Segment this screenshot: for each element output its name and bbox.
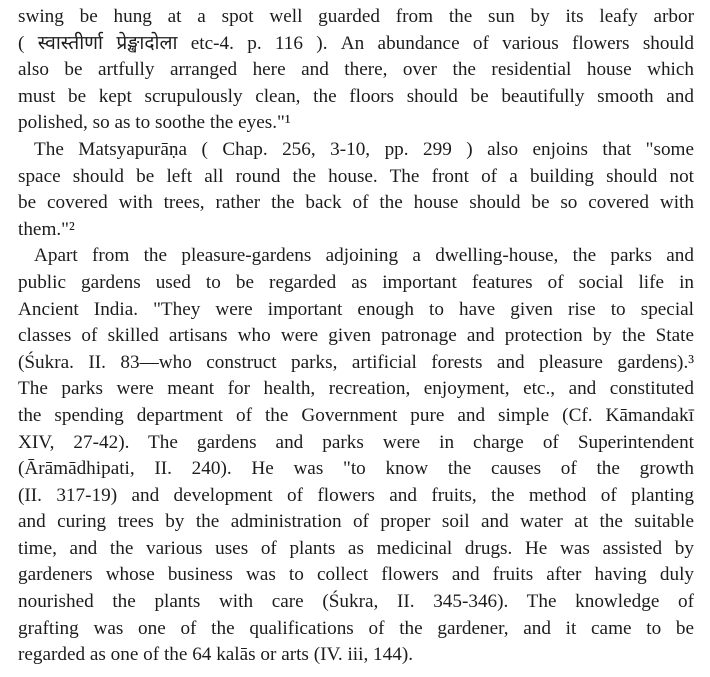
text-line: also be artfully arranged here and there, over the residential house which [18, 59, 694, 81]
text-line: (Śukra. II. 83—who construct parks, artificial forests and pleasure gardens).³ [18, 351, 694, 373]
text-line: regarded as one of the 64 kalās or arts (IV. iii, 144). [18, 644, 414, 666]
text-line: must be kept scrupulously clean, the floors should be beautifully smooth and [18, 85, 694, 107]
text-line: The Matsyapurāṇa ( Chap. 256, 3-10, pp. 299 ) also enjoins that "some [34, 138, 694, 160]
text-line: ( स्वास्तीर्णा प्रेङ्खादोला etc-4. p. 116 ). An abundance of various flowers should [18, 32, 694, 54]
text-line: grafting was one of the qualifications of the gardener, and it came to be [18, 617, 694, 639]
paragraph-1 [18, 4, 694, 137]
text-line: (Ārāmādhipati, II. 240). He was "to know the causes of the growth [18, 458, 694, 480]
document-page [18, 4, 694, 669]
text-line: them."² [18, 218, 75, 240]
text-line: XIV, 27-42). The gardens and parks were in charge of Superintendent [18, 431, 694, 453]
text-line: gardeners whose business was to collect flowers and fruits after having duly [18, 564, 694, 586]
text-line: The parks were meant for health, recreation, enjoyment, etc., and constituted [18, 378, 694, 400]
text-line: Apart from the pleasure-gardens adjoining a dwelling-house, the parks and [34, 245, 694, 267]
text-line: and curing trees by the administration of proper soil and water at the suitable [18, 511, 694, 533]
text-line: space should be left all round the house. The front of a building should not [18, 165, 694, 187]
paragraph-3 [18, 243, 694, 669]
text-line: nourished the plants with care (Śukra, II. 345-346). The knowledge of [18, 591, 694, 613]
text-line: Ancient India. "They were important enough to have given rise to special [18, 298, 694, 320]
text-line: swing be hung at a spot well guarded from the sun by its leafy arbor [18, 6, 694, 27]
text-line: public gardens used to be regarded as important features of social life in [18, 271, 694, 293]
text-line: time, and the various uses of plants as medicinal drugs. He was assisted by [18, 537, 694, 559]
text-line: be covered with trees, rather the back of the house should be so covered with [18, 192, 694, 214]
text-line: (II. 317-19) and development of flowers and fruits, the method of planting [18, 484, 694, 506]
paragraph-2 [18, 137, 694, 243]
text-line: polished, so as to soothe the eyes."¹ [18, 112, 291, 134]
text-line: classes of skilled artisans who were given patronage and protection by the State [18, 325, 694, 347]
text-line: the spending department of the Government pure and simple (Cf. Kāmandakī [18, 404, 694, 426]
